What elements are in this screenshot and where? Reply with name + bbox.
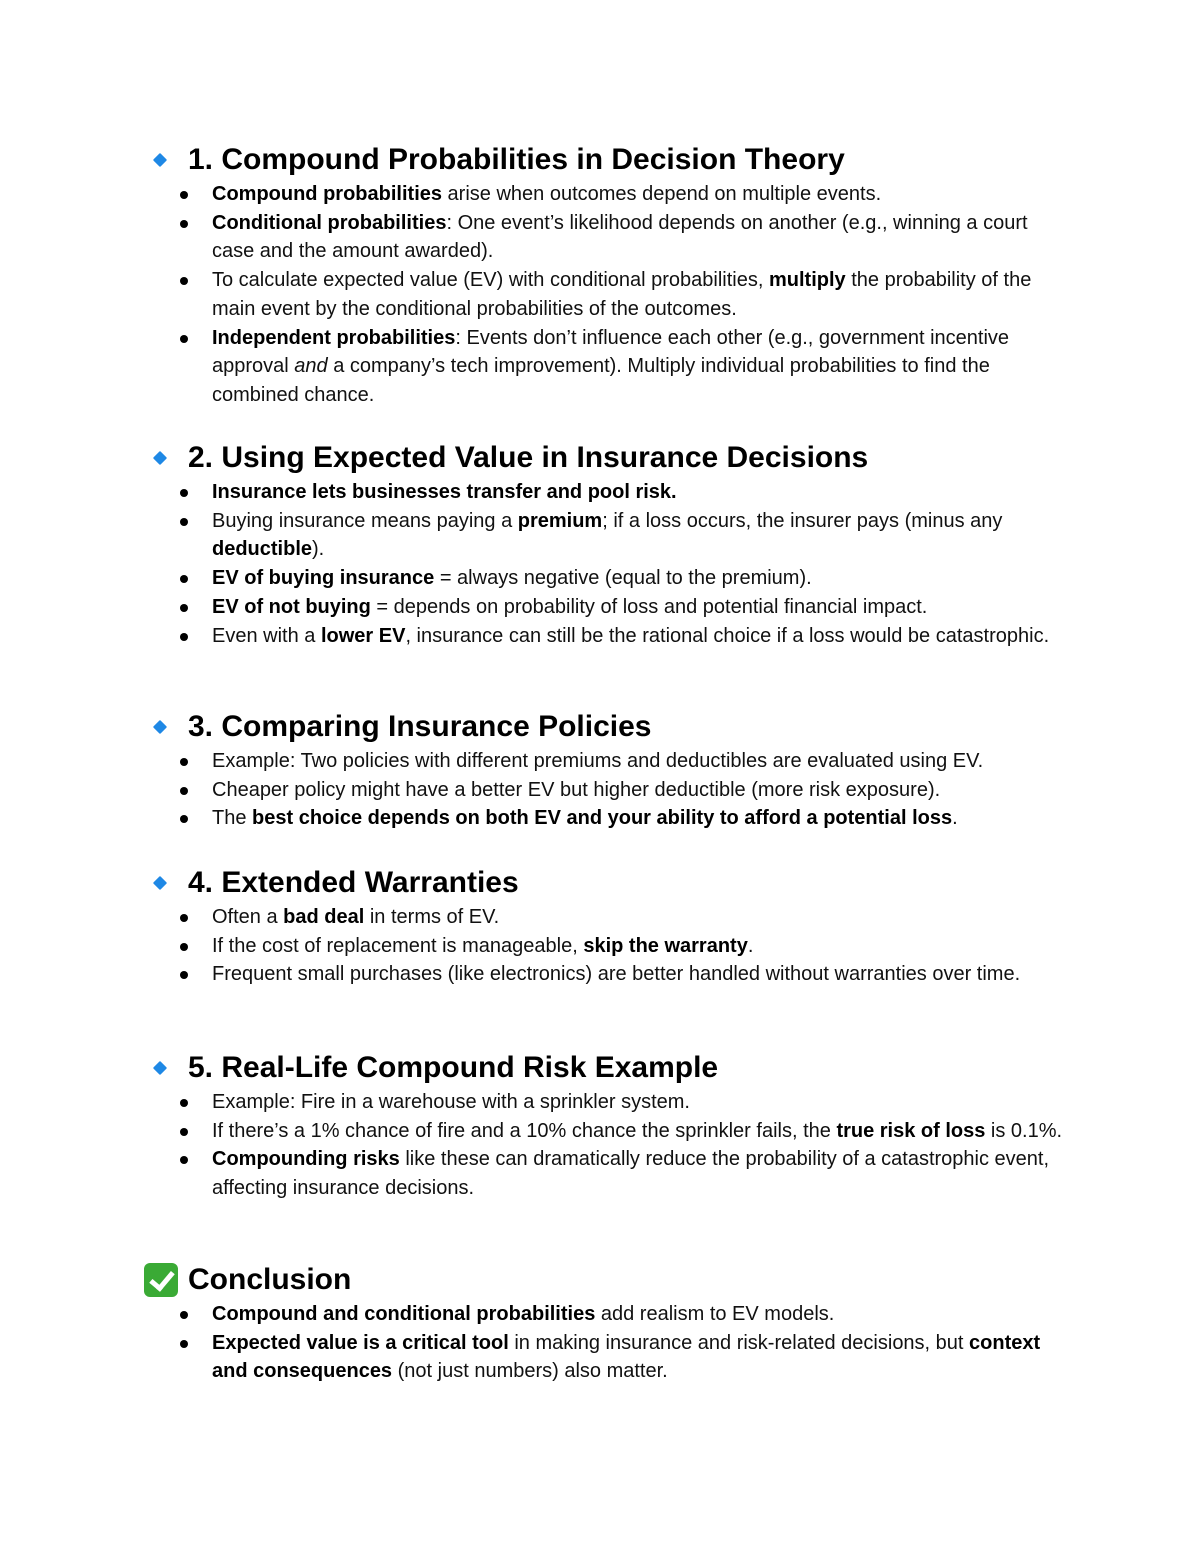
item-text: : Events don’t influence each other (e.g., government incentive approval xyxy=(212,326,1010,378)
bullet-list xyxy=(144,747,1074,833)
bullet-list xyxy=(144,1088,1074,1203)
blue-diamond-icon xyxy=(144,438,188,478)
item-text: is 0.1%. xyxy=(985,1119,1063,1142)
item-text: . xyxy=(747,934,754,957)
list-item xyxy=(144,960,1074,989)
bold-text: premium xyxy=(517,509,603,532)
list-item xyxy=(144,776,1074,805)
bold-text: Compounding risks xyxy=(212,1148,400,1171)
list-item xyxy=(144,804,1074,833)
item-text: Often a xyxy=(212,906,284,928)
list-item xyxy=(144,593,1074,622)
item-text: To calculate expected value (EV) with conditional probabilities, xyxy=(212,269,769,292)
item-text: Frequent small purchases (like electronics) are better handled without warranties over time. xyxy=(212,963,1021,986)
item-text: = depends on probability of loss and potential financial impact. xyxy=(370,595,928,618)
bold-text: lower EV xyxy=(320,624,406,647)
item-text: in terms of EV. xyxy=(364,906,500,928)
bold-text: Compound and conditional probabilities xyxy=(212,1303,596,1325)
section-title: 5. Real-Life Compound Risk Example xyxy=(188,1051,719,1084)
item-text: ; if a loss occurs, the insurer pays (minus any xyxy=(602,509,1003,532)
bullet-list xyxy=(144,1300,1074,1386)
blue-diamond-icon xyxy=(144,1048,188,1088)
blue-diamond-icon xyxy=(144,863,188,903)
list-item xyxy=(144,622,1074,651)
item-text: Example: Fire in a warehouse with a sprinkler system. xyxy=(212,1091,690,1113)
section-title: 1. Compound Probabilities in Decision Theory xyxy=(188,143,845,176)
bold-text: EV of buying insurance xyxy=(212,567,435,590)
section-title: Conclusion xyxy=(188,1263,352,1296)
list-item xyxy=(144,209,1074,266)
item-text: in making insurance and risk-related decisions, but xyxy=(508,1331,970,1354)
section-extended-warranties xyxy=(144,863,1074,989)
check-mark-icon xyxy=(144,1260,188,1300)
bullet-list xyxy=(144,180,1074,410)
list-item xyxy=(144,507,1074,564)
bold-text: deductible xyxy=(212,538,313,561)
bold-text: best choice depends on both EV and your ability to afford a potential loss xyxy=(252,807,953,830)
list-item xyxy=(144,1117,1074,1146)
list-item xyxy=(144,478,1074,507)
section-title: 2. Using Expected Value in Insurance Decisions xyxy=(188,441,869,474)
bold-text: skip the warranty xyxy=(583,934,748,957)
item-text: Cheaper policy might have a better EV but higher deductible (more risk exposure). xyxy=(212,778,941,801)
item-text: the probability of the main event by the conditional probabilities of the outcomes. xyxy=(212,269,1032,320)
item-text: a company’s tech improvement). Multiply individual probabilities to find the combined chance. xyxy=(212,355,990,406)
item-text: . xyxy=(952,807,958,830)
section-compound-probabilities xyxy=(144,140,1074,410)
bold-text: bad deal xyxy=(283,906,365,928)
section-heading xyxy=(144,863,1074,903)
section-heading xyxy=(144,438,1074,478)
item-text: arise when outcomes depend on multiple events. xyxy=(442,183,882,205)
list-item xyxy=(144,324,1074,410)
item-text: like these can dramatically reduce the probability of a catastrophic event, affecting insurance decisions. xyxy=(212,1148,1050,1200)
bold-text: context and consequences xyxy=(212,1331,1041,1383)
bold-text: Insurance lets businesses transfer and pool risk. xyxy=(212,481,677,503)
list-item xyxy=(144,1300,1074,1329)
bold-text: Compound probabilities xyxy=(212,183,442,205)
list-item xyxy=(144,747,1074,776)
bold-text: true risk of loss xyxy=(836,1119,986,1142)
item-text: If there’s a 1% chance of fire and a 10% chance the sprinkler fails, the xyxy=(212,1119,837,1142)
item-text: Example: Two policies with different premiums and deductibles are evaluated using EV. xyxy=(212,750,984,772)
item-text: , insurance can still be the rational choice if a loss would be catastrophic. xyxy=(405,624,1050,647)
item-text: If the cost of replacement is manageable, xyxy=(212,934,584,957)
item-text: The xyxy=(212,807,253,830)
item-text: add realism to EV models. xyxy=(595,1303,835,1325)
item-text: = always negative (equal to the premium). xyxy=(434,567,812,590)
bold-text: Independent probabilities xyxy=(212,326,456,349)
item-text: (not just numbers) also matter. xyxy=(392,1360,668,1383)
item-text: Buying insurance means paying a xyxy=(212,509,518,532)
bold-text: Expected value is a critical tool xyxy=(212,1331,509,1354)
section-title: 3. Comparing Insurance Policies xyxy=(188,710,652,743)
section-comparing-policies xyxy=(144,707,1074,833)
italic-text: and xyxy=(294,355,328,378)
section-conclusion xyxy=(144,1260,1074,1386)
list-item xyxy=(144,1329,1074,1386)
list-item xyxy=(144,1145,1074,1202)
item-text: : One event’s likelihood depends on another (e.g., winning a court case and the amount awarded). xyxy=(212,211,1028,263)
section-heading xyxy=(144,707,1074,747)
list-item xyxy=(144,564,1074,593)
bullet-list xyxy=(144,478,1074,650)
bold-text: Conditional probabilities xyxy=(212,211,447,234)
section-expected-value-insurance xyxy=(144,438,1074,650)
blue-diamond-icon xyxy=(144,140,188,180)
bullet-list xyxy=(144,903,1074,989)
list-item xyxy=(144,1088,1074,1117)
list-item xyxy=(144,903,1074,932)
item-text: ). xyxy=(312,538,325,561)
blue-diamond-icon xyxy=(144,707,188,747)
section-heading xyxy=(144,140,1074,180)
list-item xyxy=(144,180,1074,209)
section-title: 4. Extended Warranties xyxy=(188,866,519,899)
bold-text: EV of not buying xyxy=(212,595,371,618)
section-heading xyxy=(144,1048,1074,1088)
list-item xyxy=(144,932,1074,961)
section-heading xyxy=(144,1260,1074,1300)
list-item xyxy=(144,266,1074,323)
bold-text: multiply xyxy=(768,269,846,292)
item-text: Even with a xyxy=(212,624,321,647)
section-compound-risk-example xyxy=(144,1048,1074,1203)
